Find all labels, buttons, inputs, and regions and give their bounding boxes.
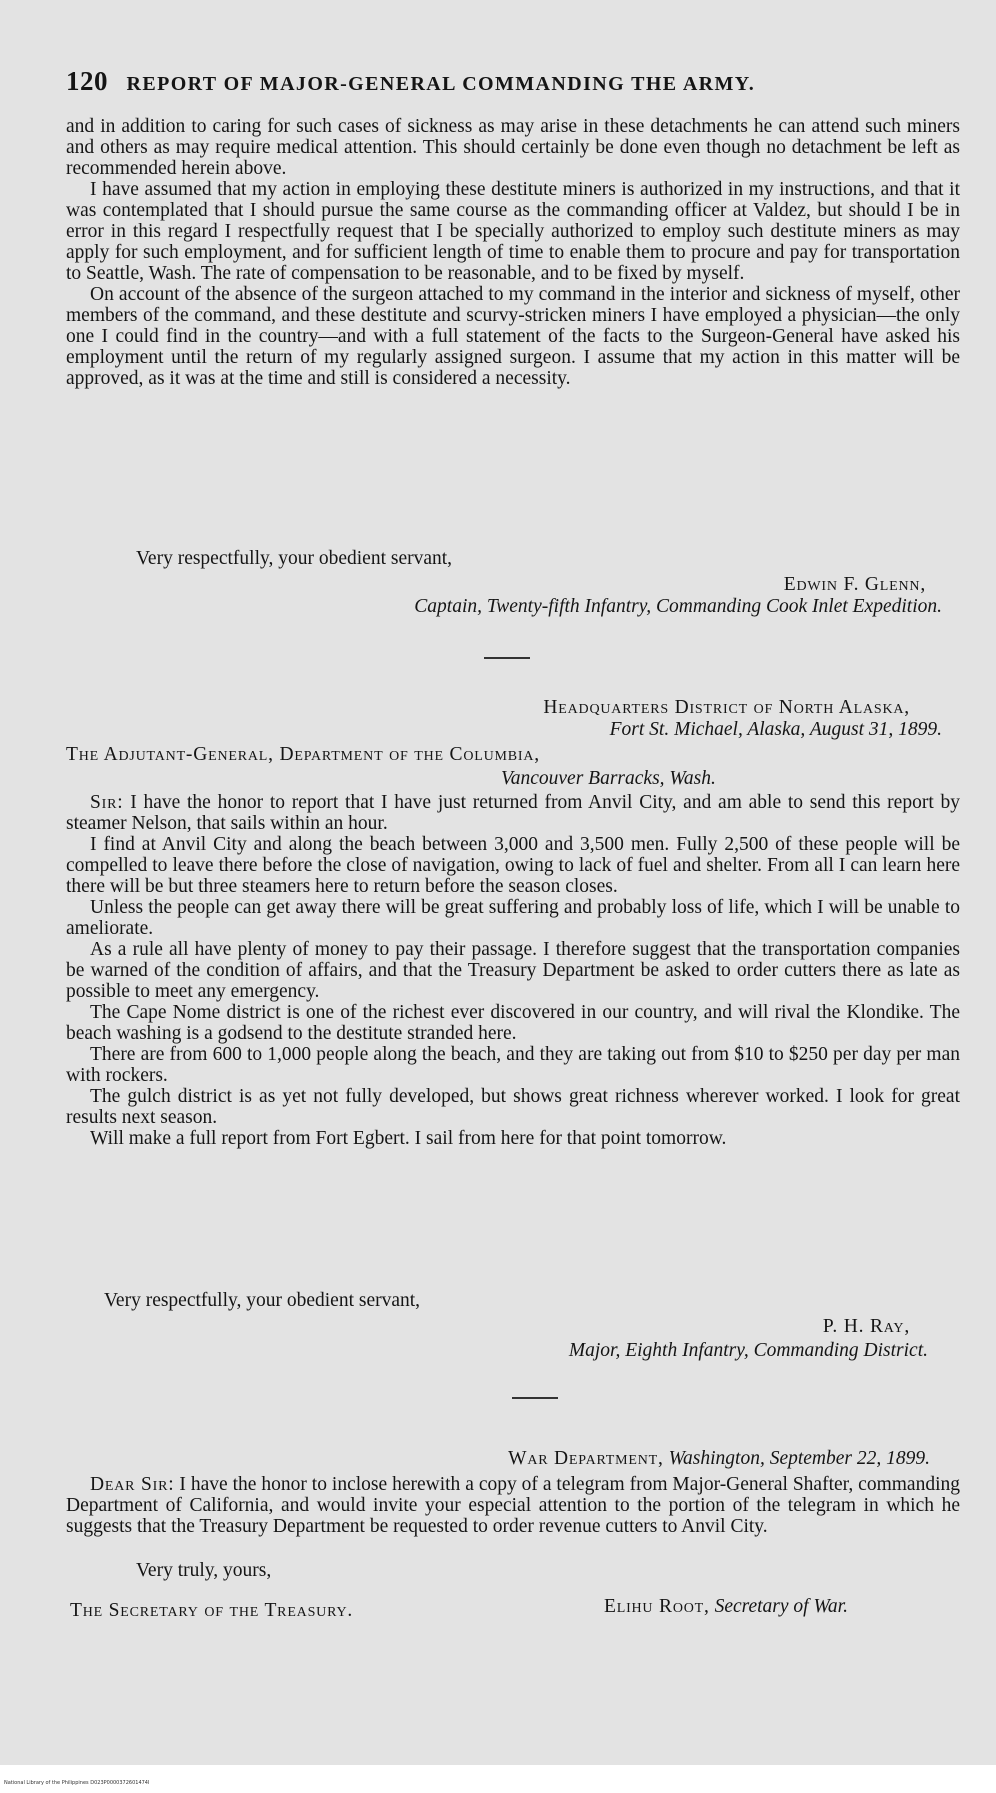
section-divider [484,657,530,659]
ray-paragraph-4: As a rule all have plenty of money to pay their passage. I therefore suggest that the transportation companies be warned of the condition of affairs, and that the Treasury Department be asked to order cutters there as late as possible to meet any emergency. [66,939,960,1002]
ray-closing: Very respectfully, your obedient servant, [104,1290,421,1311]
root-signature-title: Secretary of War. [714,1596,848,1617]
ray-signature-name: P. H. Ray, [822,1316,910,1337]
ray-paragraph-7: The gulch district is as yet not fully developed, but shows great richness wherever worked. I look for great results next season. [66,1086,960,1128]
root-letter-body [66,1474,960,1537]
ray-paragraph-5: The Cape Nome district is one of the richest ever discovered in our country, and will rival the Klondike. The beach washing is a godsend to the destitute stranded here. [66,1002,960,1044]
ray-salutation: Sir: [90,792,124,813]
section-divider [512,1397,558,1399]
root-signature-name: Elihu Root, [604,1596,710,1617]
glenn-signature-title: Captain, Twenty-fifth Infantry, Commanding Cook Inlet Expedition. [414,596,942,617]
ray-heading-line-1: Headquarters District of North Alaska, [543,697,910,718]
glenn-paragraph-1: and in addition to caring for such cases of sickness as may arise in these detachments he can attend such miners and others as may require medical attention. This should certainly be done even though no detachment be left as recommended herein above. [66,116,960,179]
root-heading [66,1448,930,1469]
ray-paragraph-6: There are from 600 to 1,000 people along the beach, and they are taking out from $10 to $250 per day per man with rockers. [66,1044,960,1086]
ray-heading-line-2: Fort St. Michael, Alaska, August 31, 1899. [609,719,942,740]
root-salutation: Dear Sir: [90,1474,175,1495]
root-closing: Very truly, yours, [136,1560,272,1581]
scan-credit: National Library of the Philippines D023P0000372601474I [4,1780,150,1786]
ray-paragraph-3: Unless the people can get away there will be great suffering and probably loss of life, which I will be unable to ameliorate. [66,897,960,939]
root-heading-department: War Department, [508,1448,664,1469]
ray-paragraph-8: Will make a full report from Fort Egbert. I sail from here for that point tomorrow. [90,1128,727,1149]
ray-addressee-line-2: Vancouver Barracks, Wash. [501,768,716,789]
ray-paragraph-1-text: I have the honor to report that I have just returned from Anvil City, and am able to send this report by steamer Nelson, that sails within an hour. [66,792,960,834]
glenn-paragraph-3: On account of the absence of the surgeon attached to my command in the interior and sickness of myself, other members of the command, and these destitute and scurvy-stricken miners I have employed a physician—the only one I could find in the country—and with a full statement of the facts to the Surgeon-General have asked his employment until the return of my regularly assigned surgeon. I assume that my action in this matter will be approved, as it was at the time and still is considered a necessity. [66,284,960,389]
root-heading-place-date: Washington, September 22, 1899. [668,1448,930,1469]
glenn-closing: Very respectfully, your obedient servant, [136,548,453,569]
root-addressee: The Secretary of the Treasury. [70,1600,354,1621]
root-paragraph-text: I have the honor to inclose herewith a copy of a telegram from Major-General Shafter, commanding Department of California, and would invite your especial attention to the portion of the telegram in which he suggests that the Treasury Department be requested to order revenue cutters to Anvil City. [66,1474,960,1537]
ray-addressee-line-1: The Adjutant-General, Department of the Columbia, [66,744,540,765]
ray-signature-title: Major, Eighth Infantry, Commanding District. [568,1340,928,1361]
page-header [66,66,946,97]
glenn-signature-name: Edwin F. Glenn, [783,574,926,595]
ray-paragraph-2: I find at Anvil City and along the beach between 3,000 and 3,500 men. Fully 2,500 of these people will be compelled to leave there before the close of navigation, owing to lack of fuel and shelter. From all I can learn here there will be but three steamers here to return before the season closes. [66,834,960,897]
glenn-paragraph-2: I have assumed that my action in employing these destitute miners is authorized in my instructions, and that it was contemplated that I should pursue the same course as the commanding officer at Valdez, but should I be in error in this regard I respectfully request that I be specially authorized to employ such destitute miners as may apply for such employment, and for sufficient length of time to enable them to procure and pay for transportation to Seattle, Wash. The rate of compensation to be reasonable, and to be fixed by myself. [66,179,960,284]
ray-paragraph-1 [66,792,960,834]
glenn-letter-body [66,116,960,389]
ray-letter-body [66,792,960,1149]
running-head: REPORT OF MAJOR-GENERAL COMMANDING THE ARMY. [126,73,756,95]
root-paragraph [66,1474,960,1537]
page-number: 120 [66,66,108,96]
